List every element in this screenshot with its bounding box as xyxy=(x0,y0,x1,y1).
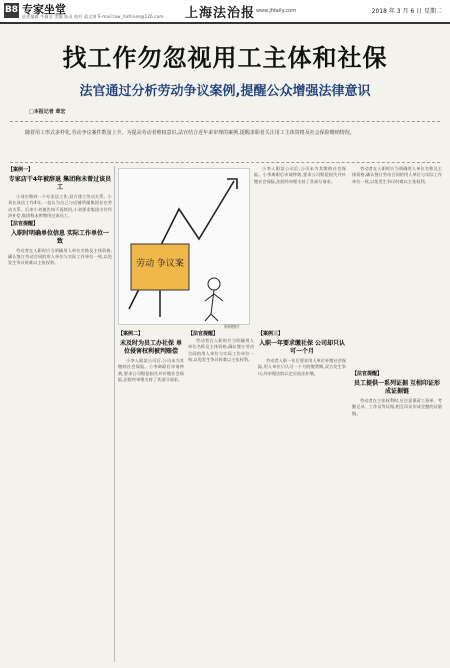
website: www.jfdaily.com xyxy=(256,8,297,14)
judge1-label: 【法官提醒】 xyxy=(8,220,39,227)
judge3-title: 员工提供一系列证据 互相印证形成证据链 xyxy=(353,380,441,395)
column-lower-3 xyxy=(258,330,346,662)
headline: 找工作勿忽视用工主体和社保 xyxy=(62,44,388,72)
section-title: 专家坐堂 xyxy=(22,3,66,16)
column-rule xyxy=(114,166,115,662)
column-lower-1 xyxy=(118,330,184,662)
page-number-logo: B8 xyxy=(4,3,19,18)
case2-text-upper: 小李入职某公司后,公司未为其缴纳社会保险。小李离职后申请仲裁,要求公司赔偿损失并补缴社会保险,法院经审理支持了其部分请求。 xyxy=(254,166,346,184)
column-3-upper xyxy=(352,166,442,366)
case3-title: 入职一年要求缴社保 公司却只认可一个月 xyxy=(258,340,346,355)
case2-text: 小李入职某公司后,公司未为其缴纳社会保险。小李离职后申请仲裁,要求公司赔偿损失并补缴社会保险,法院经审理支持了其部分请求。 xyxy=(118,358,184,383)
case2-title: 未及时为员工办社保 单位侵害权利被判赔偿 xyxy=(119,340,183,355)
case3-text: 劳动者入职一年后要求用人单位补缴社会保险,用人单位只认可一个月的缴费期,双方发生争议,经审理法院认定应依法补缴。 xyxy=(258,358,346,376)
divider-top xyxy=(10,121,440,122)
column-lower-2 xyxy=(188,330,254,662)
case3-label: 【案例三】 xyxy=(258,331,284,337)
page-header xyxy=(0,0,450,24)
illustration-drawing xyxy=(119,169,249,324)
editor-credits: 责任编辑 牛静菲 美编 陈汛 校对 邵文帅 E-mail:law_hotlines@126.com xyxy=(22,14,164,19)
subheadline: 法官通过分析劳动争议案例,提醒公众增强法律意识 xyxy=(79,84,371,99)
reporter-byline: □本报记者 章宏 xyxy=(29,109,66,115)
illustration xyxy=(118,168,250,325)
judge2-label: 【法官提醒】 xyxy=(188,331,219,337)
lead-paragraph: 随着用工形式多样化,劳动争议案件数量上升。为提高劳动者维权意识,法官结合近年来审理的案例,提醒求职者关注用工主体资格及社会保险缴纳情况。 xyxy=(25,130,355,136)
issue-date: 2018 年 3 月 6 日 星期二 xyxy=(371,8,442,15)
judge1-text: 劳动者在入职时应当明确用人单位名称及主体资格,确认签订劳动合同的用人单位与实际工作单位一致,以免发生争议时难以主张权利。 xyxy=(8,247,112,266)
judge1-text-repeat: 劳动者在入职时应当明确用人单位名称及主体资格,确认签订劳动合同的用人单位与实际工作单位一致,以免发生争议时难以主张权利。 xyxy=(352,166,442,184)
case1-title: 专家店干4年被辞退 集团称未曾过该员工 xyxy=(8,176,112,191)
judge3-text: 劳动者在主张权利时,应注意保留工资单、考勤记录、工作证等证据,相互印证形成完整的证据链。 xyxy=(352,398,442,416)
divider-bottom xyxy=(10,162,440,163)
sign-text: 劳动 争议案 xyxy=(136,259,184,269)
judge2-text: 劳动者在入职时应当明确用人单位名称及主体资格,确认签订劳动合同的用人单位与实际工作单位一致,以免发生争议时难以主张权利。 xyxy=(188,338,254,363)
case2-label: 【案例二】 xyxy=(118,331,144,337)
case1-label: 【案例一】 xyxy=(8,167,34,173)
column-2-upper xyxy=(254,166,346,326)
image-credit: 资料图片 xyxy=(224,324,240,329)
column-1 xyxy=(8,166,112,662)
judge3-label: 【法官提醒】 xyxy=(352,371,383,377)
newspaper-name: 上海法治报 xyxy=(185,6,256,21)
column-lower-4 xyxy=(352,370,442,662)
judge1-title: 入职时明确单位信息 实际工作单位一致 xyxy=(10,229,110,245)
case1-text: 小刘应聘到一个专卖店工作,双方建立劳动关系。小刘在该店工作4年,一直认为自己与店铺所属集团存在劳动关系。后来小刘被告知不再续用,小刘要求集团支付经济补偿,集团称未曾聘用过该员工。 xyxy=(8,194,112,219)
